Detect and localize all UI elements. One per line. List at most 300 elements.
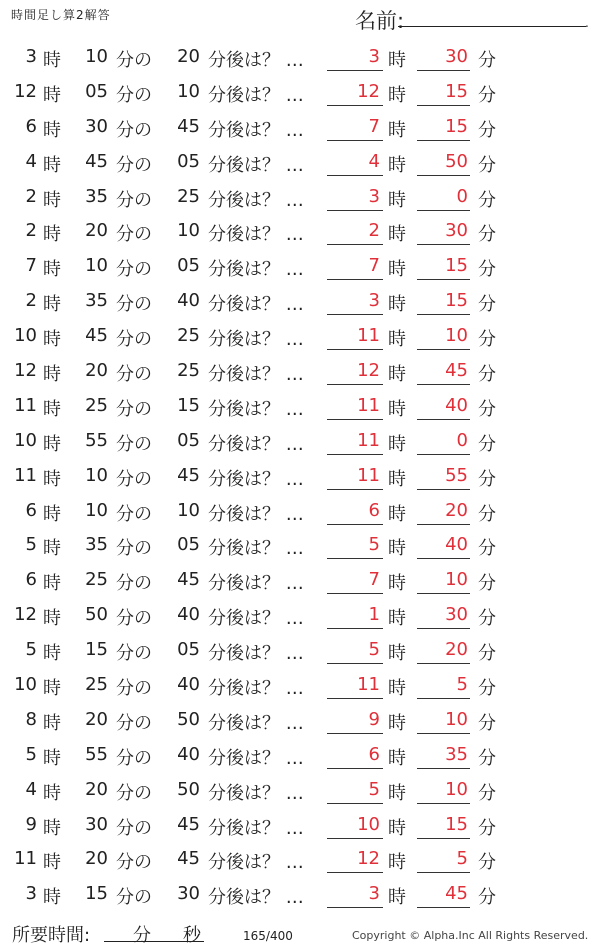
start-minute: 25 <box>85 674 108 696</box>
added-minutes: 25 <box>177 185 200 207</box>
answer-hour-label: 時 <box>388 712 406 734</box>
added-minutes: 40 <box>177 674 200 696</box>
minutes-of-label: 分の <box>116 259 152 281</box>
start-minute: 10 <box>85 464 108 486</box>
problem-row <box>0 39 600 74</box>
start-minute: 10 <box>85 499 108 521</box>
answer-hour-line <box>327 105 383 106</box>
answer-minute: 15 <box>445 290 468 312</box>
start-minute: 20 <box>85 708 108 730</box>
later-question-label: 分後は？ … <box>208 852 304 874</box>
minutes-of-label: 分の <box>116 189 152 211</box>
answer-minute-label: 分 <box>478 573 496 595</box>
answer-hour-label: 時 <box>388 329 406 351</box>
answer-hour-label: 時 <box>388 538 406 560</box>
answer-hour-line <box>327 314 383 315</box>
start-minute: 15 <box>85 639 108 661</box>
name-line <box>398 26 586 27</box>
answer-minute-line <box>417 314 470 315</box>
answer-hour-label: 時 <box>388 259 406 281</box>
added-minutes: 25 <box>177 360 200 382</box>
answer-hour-label: 時 <box>388 468 406 490</box>
minutes-of-label: 分の <box>116 608 152 630</box>
later-question-label: 分後は？ … <box>208 608 304 630</box>
answer-minute-label: 分 <box>478 398 496 420</box>
start-minute: 55 <box>85 429 108 451</box>
later-question-label: 分後は？ … <box>208 678 304 700</box>
answer-hour-label: 時 <box>388 503 406 525</box>
answer-hour-line <box>327 803 383 804</box>
answer-minute-label: 分 <box>478 538 496 560</box>
later-question-label: 分後は？ … <box>208 503 304 525</box>
problem-row <box>0 772 600 807</box>
answer-hour-label: 時 <box>388 189 406 211</box>
page-number: 165/400 <box>243 929 293 943</box>
answer-hour-line <box>327 872 383 873</box>
answer-minute-line <box>417 384 470 385</box>
answer-minute-line <box>417 733 470 734</box>
start-minute: 20 <box>85 848 108 870</box>
answer-minute-line <box>417 698 470 699</box>
hour-label: 時 <box>43 154 61 176</box>
later-question-label: 分後は？ … <box>208 84 304 106</box>
answer-hour: 2 <box>368 220 380 242</box>
added-minutes: 40 <box>177 743 200 765</box>
minutes-of-label: 分の <box>116 852 152 874</box>
answer-hour-label: 時 <box>388 573 406 595</box>
problem-row <box>0 179 600 214</box>
time-required-minutes: 分 <box>133 925 151 946</box>
later-question-label: 分後は？ … <box>208 817 304 839</box>
answer-minute-line <box>417 663 470 664</box>
name-label: 名前: <box>355 9 405 33</box>
answer-hour: 7 <box>368 569 380 591</box>
problem-row <box>0 527 600 562</box>
minutes-of-label: 分の <box>116 678 152 700</box>
hour-label: 時 <box>43 538 61 560</box>
time-required-seconds: 秒 <box>183 925 201 946</box>
answer-hour-line <box>327 244 383 245</box>
later-question-label: 分後は？ … <box>208 154 304 176</box>
minutes-of-label: 分の <box>116 84 152 106</box>
answer-minute: 30 <box>445 46 468 67</box>
hour-label: 時 <box>43 84 61 106</box>
answer-hour: 9 <box>368 708 380 730</box>
answer-hour-line <box>327 558 383 559</box>
minutes-of-label: 分の <box>116 712 152 734</box>
hour-label: 時 <box>43 468 61 490</box>
later-question-label: 分後は？ … <box>208 50 304 71</box>
answer-hour-line <box>327 733 383 734</box>
minutes-of-label: 分の <box>116 782 152 804</box>
answer-minute-label: 分 <box>478 259 496 281</box>
added-minutes: 05 <box>177 150 200 172</box>
answer-hour-label: 時 <box>388 154 406 176</box>
problem-row <box>0 702 600 737</box>
hour-label: 時 <box>43 782 61 804</box>
answer-hour-line <box>327 907 383 908</box>
answer-hour: 5 <box>368 639 380 661</box>
minutes-of-label: 分の <box>116 119 152 141</box>
start-hour: 2 <box>25 290 37 312</box>
problem-row <box>0 841 600 876</box>
answer-hour-label: 時 <box>388 678 406 700</box>
answer-minute-line <box>417 105 470 106</box>
answer-minute-line <box>417 419 470 420</box>
answer-minute-label: 分 <box>478 329 496 351</box>
problem-row <box>0 144 600 179</box>
answer-hour-label: 時 <box>388 119 406 141</box>
start-minute: 35 <box>85 290 108 312</box>
answer-minute-line <box>417 244 470 245</box>
answer-minute-label: 分 <box>478 817 496 839</box>
added-minutes: 10 <box>177 220 200 242</box>
answer-minute-line <box>417 175 470 176</box>
problem-row <box>0 388 600 423</box>
start-hour: 6 <box>25 115 37 137</box>
start-hour: 6 <box>25 569 37 591</box>
added-minutes: 30 <box>177 883 200 905</box>
start-hour: 3 <box>25 883 37 905</box>
start-hour: 4 <box>25 150 37 172</box>
answer-minute: 15 <box>445 813 468 835</box>
start-hour: 7 <box>25 255 37 277</box>
answer-hour-label: 時 <box>388 887 406 909</box>
added-minutes: 50 <box>177 708 200 730</box>
copyright: Copyright © Alpha.Inc All Rights Reserved. <box>352 929 589 942</box>
minutes-of-label: 分の <box>116 747 152 769</box>
answer-minute-line <box>417 70 470 71</box>
answer-hour-label: 時 <box>388 608 406 630</box>
added-minutes: 05 <box>177 534 200 556</box>
start-minute: 10 <box>85 255 108 277</box>
minutes-of-label: 分の <box>116 503 152 525</box>
answer-hour-label: 時 <box>388 364 406 386</box>
start-minute: 35 <box>85 185 108 207</box>
answer-minute-line <box>417 279 470 280</box>
answer-hour-label: 時 <box>388 817 406 839</box>
answer-minute: 40 <box>445 394 468 416</box>
answer-hour-line <box>327 279 383 280</box>
answer-minute-line <box>417 558 470 559</box>
answer-hour: 11 <box>357 464 380 486</box>
added-minutes: 05 <box>177 639 200 661</box>
answer-minute-label: 分 <box>478 608 496 630</box>
added-minutes: 20 <box>177 46 200 67</box>
answer-hour-line <box>327 663 383 664</box>
answer-minute: 45 <box>445 883 468 905</box>
start-hour: 8 <box>25 708 37 730</box>
minutes-of-label: 分の <box>116 329 152 351</box>
added-minutes: 45 <box>177 464 200 486</box>
answer-hour: 7 <box>368 115 380 137</box>
later-question-label: 分後は？ … <box>208 364 304 386</box>
answer-hour-line <box>327 628 383 629</box>
minutes-of-label: 分の <box>116 398 152 420</box>
answer-hour: 11 <box>357 325 380 347</box>
answer-minute: 10 <box>445 325 468 347</box>
answer-hour-line <box>327 838 383 839</box>
added-minutes: 45 <box>177 813 200 835</box>
answer-hour: 3 <box>368 46 380 67</box>
answer-hour-line <box>327 593 383 594</box>
answer-hour: 11 <box>357 394 380 416</box>
answer-minute-label: 分 <box>478 50 496 71</box>
answer-minute-label: 分 <box>478 852 496 874</box>
answer-hour: 12 <box>357 80 380 102</box>
later-question-label: 分後は？ … <box>208 712 304 734</box>
answer-minute-line <box>417 838 470 839</box>
added-minutes: 15 <box>177 394 200 416</box>
answer-hour: 1 <box>368 604 380 626</box>
hour-label: 時 <box>43 364 61 386</box>
answer-hour-line <box>327 70 383 71</box>
added-minutes: 25 <box>177 325 200 347</box>
answer-hour: 6 <box>368 743 380 765</box>
added-minutes: 45 <box>177 848 200 870</box>
answer-minute-label: 分 <box>478 782 496 804</box>
minutes-of-label: 分の <box>116 573 152 595</box>
start-minute: 20 <box>85 360 108 382</box>
added-minutes: 40 <box>177 604 200 626</box>
start-minute: 05 <box>85 80 108 102</box>
answer-minute: 0 <box>456 429 468 451</box>
answer-minute-line <box>417 210 470 211</box>
answer-hour-label: 時 <box>388 852 406 874</box>
answer-minute-line <box>417 628 470 629</box>
answer-hour-line <box>327 140 383 141</box>
start-minute: 15 <box>85 883 108 905</box>
name-line-end: . <box>585 16 589 30</box>
answer-minute-label: 分 <box>478 189 496 211</box>
added-minutes: 45 <box>177 115 200 137</box>
answer-minute-line <box>417 768 470 769</box>
later-question-label: 分後は？ … <box>208 294 304 316</box>
answer-hour-label: 時 <box>388 50 406 71</box>
answer-minute: 30 <box>445 220 468 242</box>
time-required-label: 所要時間: <box>12 925 91 946</box>
start-hour: 5 <box>25 639 37 661</box>
start-minute: 25 <box>85 569 108 591</box>
hour-label: 時 <box>43 398 61 420</box>
answer-hour-line <box>327 419 383 420</box>
start-hour: 11 <box>14 464 37 486</box>
answer-minute-label: 分 <box>478 678 496 700</box>
answer-hour-line <box>327 384 383 385</box>
problem-row <box>0 318 600 353</box>
later-question-label: 分後は？ … <box>208 189 304 211</box>
answer-hour-line <box>327 454 383 455</box>
answer-minute-line <box>417 593 470 594</box>
start-minute: 20 <box>85 220 108 242</box>
start-hour: 10 <box>14 325 37 347</box>
answer-hour: 11 <box>357 429 380 451</box>
minutes-of-label: 分の <box>116 364 152 386</box>
hour-label: 時 <box>43 678 61 700</box>
minutes-of-label: 分の <box>116 50 152 71</box>
hour-label: 時 <box>43 712 61 734</box>
answer-hour-label: 時 <box>388 294 406 316</box>
added-minutes: 50 <box>177 778 200 800</box>
answer-hour-label: 時 <box>388 398 406 420</box>
minutes-of-label: 分の <box>116 154 152 176</box>
problem-row <box>0 667 600 702</box>
hour-label: 時 <box>43 573 61 595</box>
start-hour: 11 <box>14 394 37 416</box>
answer-minute: 15 <box>445 80 468 102</box>
answer-hour: 3 <box>368 185 380 207</box>
answer-minute-label: 分 <box>478 712 496 734</box>
answer-minute-line <box>417 803 470 804</box>
problem-row <box>0 74 600 109</box>
answer-minute: 55 <box>445 464 468 486</box>
answer-minute-label: 分 <box>478 154 496 176</box>
hour-label: 時 <box>43 119 61 141</box>
hour-label: 時 <box>43 852 61 874</box>
minutes-of-label: 分の <box>116 468 152 490</box>
answer-hour-line <box>327 489 383 490</box>
later-question-label: 分後は？ … <box>208 398 304 420</box>
answer-hour-line <box>327 349 383 350</box>
answer-hour-label: 時 <box>388 224 406 246</box>
start-hour: 10 <box>14 429 37 451</box>
answer-minute-label: 分 <box>478 364 496 386</box>
start-hour: 11 <box>14 848 37 870</box>
answer-minute: 20 <box>445 499 468 521</box>
answer-minute: 45 <box>445 360 468 382</box>
answer-hour-line <box>327 175 383 176</box>
start-hour: 12 <box>14 80 37 102</box>
hour-label: 時 <box>43 747 61 769</box>
start-hour: 9 <box>25 813 37 835</box>
later-question-label: 分後は？ … <box>208 538 304 560</box>
later-question-label: 分後は？ … <box>208 573 304 595</box>
hour-label: 時 <box>43 329 61 351</box>
answer-minute-label: 分 <box>478 84 496 106</box>
hour-label: 時 <box>43 294 61 316</box>
answer-hour-line <box>327 698 383 699</box>
problem-row <box>0 876 600 911</box>
problem-row <box>0 632 600 667</box>
hour-label: 時 <box>43 50 61 71</box>
answer-minute: 30 <box>445 604 468 626</box>
start-hour: 3 <box>25 46 37 67</box>
answer-minute-label: 分 <box>478 224 496 246</box>
answer-hour: 5 <box>368 534 380 556</box>
answer-minute: 15 <box>445 115 468 137</box>
problem-row <box>0 493 600 528</box>
answer-minute: 5 <box>456 674 468 696</box>
answer-minute-label: 分 <box>478 468 496 490</box>
answer-minute: 50 <box>445 150 468 172</box>
start-hour: 12 <box>14 360 37 382</box>
minutes-of-label: 分の <box>116 433 152 455</box>
problem-row <box>0 562 600 597</box>
answer-minute-line <box>417 140 470 141</box>
problem-row <box>0 807 600 842</box>
problem-rows <box>0 39 600 911</box>
answer-minute-line <box>417 349 470 350</box>
minutes-of-label: 分の <box>116 224 152 246</box>
answer-hour: 4 <box>368 150 380 172</box>
answer-hour: 7 <box>368 255 380 277</box>
hour-label: 時 <box>43 608 61 630</box>
answer-minute: 35 <box>445 743 468 765</box>
start-minute: 25 <box>85 394 108 416</box>
answer-minute-line <box>417 907 470 908</box>
later-question-label: 分後は？ … <box>208 747 304 769</box>
answer-minute: 10 <box>445 708 468 730</box>
start-minute: 30 <box>85 115 108 137</box>
answer-hour-line <box>327 768 383 769</box>
answer-minute-label: 分 <box>478 119 496 141</box>
start-hour: 5 <box>25 534 37 556</box>
start-minute: 20 <box>85 778 108 800</box>
minutes-of-label: 分の <box>116 538 152 560</box>
hour-label: 時 <box>43 643 61 665</box>
start-hour: 2 <box>25 185 37 207</box>
problem-row <box>0 458 600 493</box>
answer-minute-label: 分 <box>478 433 496 455</box>
start-minute: 10 <box>85 46 108 67</box>
answer-minute: 15 <box>445 255 468 277</box>
problem-row <box>0 283 600 318</box>
answer-hour: 6 <box>368 499 380 521</box>
hour-label: 時 <box>43 433 61 455</box>
problem-row <box>0 353 600 388</box>
added-minutes: 10 <box>177 80 200 102</box>
answer-minute-line <box>417 489 470 490</box>
answer-hour-label: 時 <box>388 782 406 804</box>
answer-hour-label: 時 <box>388 747 406 769</box>
answer-minute: 0 <box>456 185 468 207</box>
answer-minute: 10 <box>445 778 468 800</box>
added-minutes: 05 <box>177 255 200 277</box>
later-question-label: 分後は？ … <box>208 643 304 665</box>
worksheet-title: 時間足し算2解答 <box>11 8 111 22</box>
answer-minute-label: 分 <box>478 294 496 316</box>
problem-row <box>0 109 600 144</box>
answer-minute-label: 分 <box>478 747 496 769</box>
minutes-of-label: 分の <box>116 294 152 316</box>
hour-label: 時 <box>43 189 61 211</box>
hour-label: 時 <box>43 259 61 281</box>
answer-minute-line <box>417 872 470 873</box>
problem-row <box>0 213 600 248</box>
minutes-of-label: 分の <box>116 817 152 839</box>
start-minute: 50 <box>85 604 108 626</box>
answer-hour-label: 時 <box>388 84 406 106</box>
start-minute: 35 <box>85 534 108 556</box>
problem-row <box>0 737 600 772</box>
start-hour: 10 <box>14 674 37 696</box>
start-hour: 5 <box>25 743 37 765</box>
start-hour: 6 <box>25 499 37 521</box>
minutes-of-label: 分の <box>116 887 152 909</box>
answer-hour-label: 時 <box>388 433 406 455</box>
answer-minute: 40 <box>445 534 468 556</box>
hour-label: 時 <box>43 503 61 525</box>
later-question-label: 分後は？ … <box>208 782 304 804</box>
problem-row <box>0 423 600 458</box>
problem-row <box>0 597 600 632</box>
answer-hour: 11 <box>357 674 380 696</box>
later-question-label: 分後は？ … <box>208 887 304 909</box>
added-minutes: 40 <box>177 290 200 312</box>
later-question-label: 分後は？ … <box>208 119 304 141</box>
hour-label: 時 <box>43 817 61 839</box>
start-hour: 12 <box>14 604 37 626</box>
